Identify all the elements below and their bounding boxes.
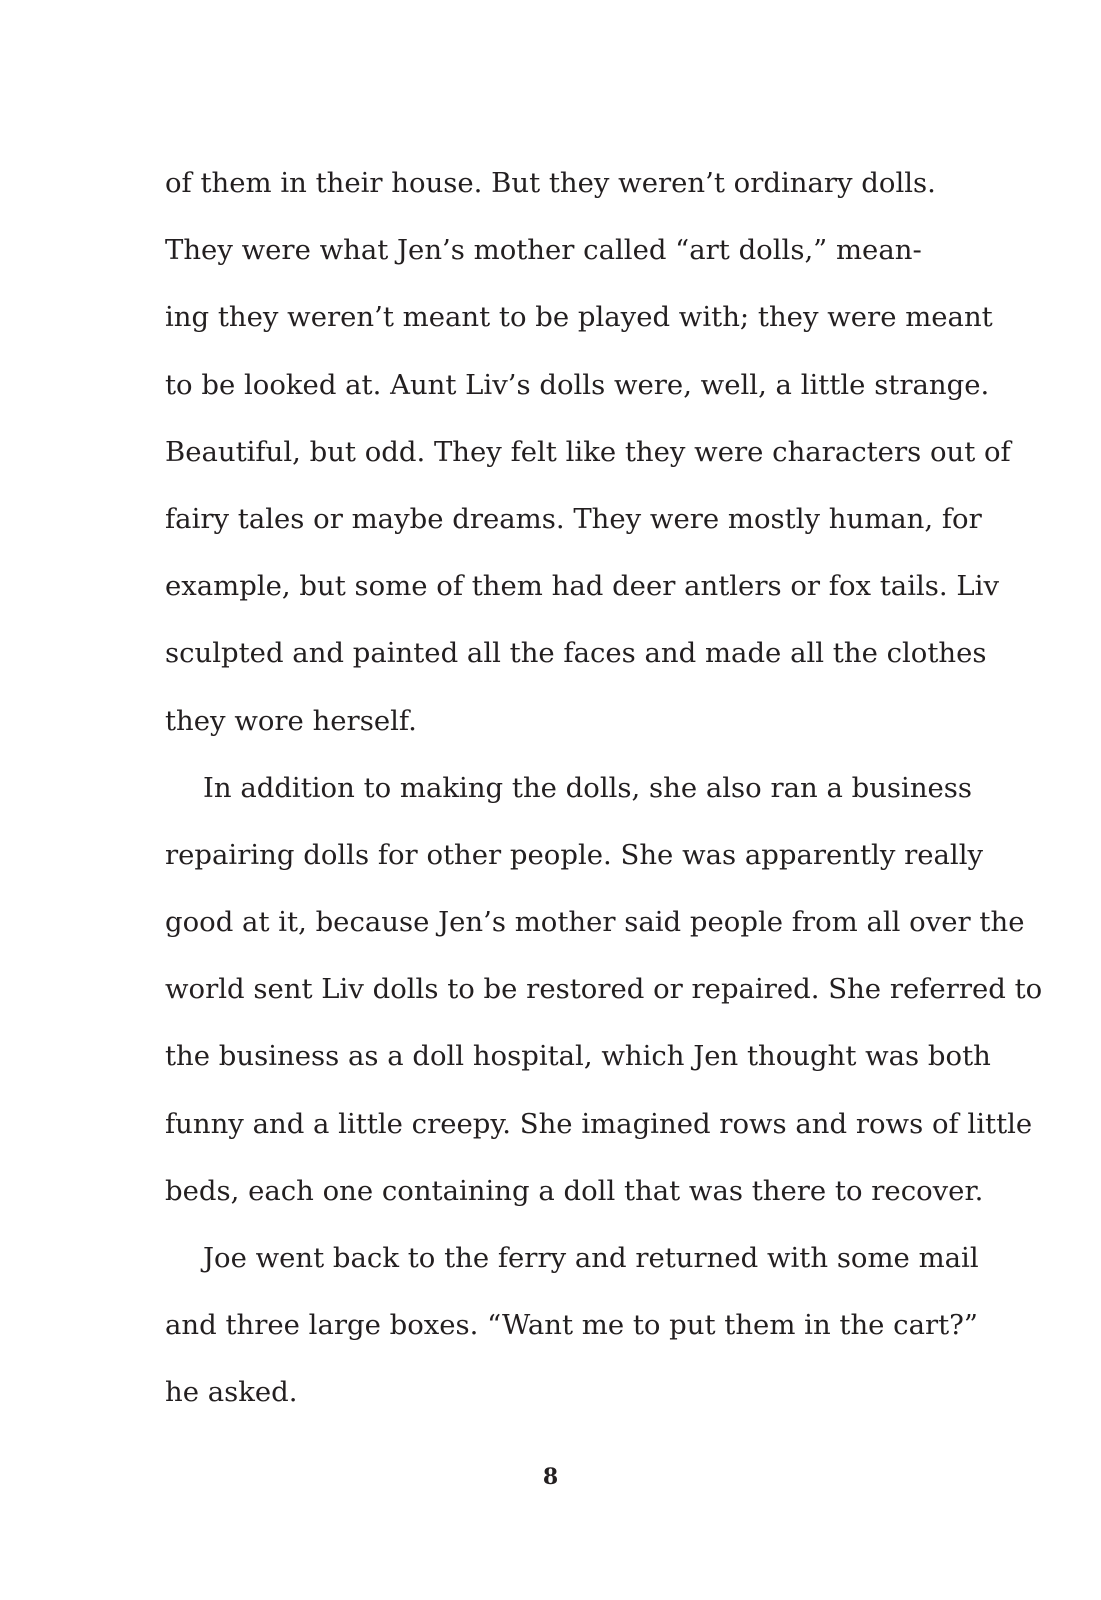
text-line: ing they weren’t meant to be played with; they were meant xyxy=(165,301,993,334)
page-number: 8 xyxy=(542,1464,559,1490)
text-line: world sent Liv dolls to be restored or repaired. She referred to xyxy=(165,973,1043,1006)
text-line: good at it, because Jen’s mother said people from all over the xyxy=(165,906,1025,939)
text-line: they wore herself. xyxy=(165,704,417,737)
text-line: funny and a little creepy. She imagined rows and rows of little xyxy=(165,1107,1033,1140)
text-line: of them in their house. But they weren’t ordinary dolls. xyxy=(165,167,936,199)
text-line: fairy tales or maybe dreams. They were mostly human, for xyxy=(165,502,982,535)
text-line: he asked. xyxy=(165,1376,298,1409)
page-body xyxy=(165,150,1043,1427)
text-line: In addition to making the dolls, she also ran a business xyxy=(203,771,973,804)
text-line: to be looked at. Aunt Liv’s dolls were, well, a little strange. xyxy=(165,368,990,401)
text-line: the business as a doll hospital, which Jen thought was both xyxy=(165,1040,991,1073)
text-line: example, but some of them had deer antlers or fox tails. Liv xyxy=(165,570,999,603)
text-line: Beautiful, but odd. They felt like they were characters out of xyxy=(165,435,1011,468)
text-line: and three large boxes. “Want me to put them in the cart?” xyxy=(165,1309,978,1342)
text-line: beds, each one containing a doll that was there to recover. xyxy=(165,1174,984,1207)
text-line: They were what Jen’s mother called “art dolls,” mean- xyxy=(165,234,922,267)
text-line: sculpted and painted all the faces and made all the clothes xyxy=(165,637,987,670)
text-line: Joe went back to the ferry and returned with some mail xyxy=(203,1242,979,1274)
text-line: repairing dolls for other people. She was apparently really xyxy=(165,838,984,871)
